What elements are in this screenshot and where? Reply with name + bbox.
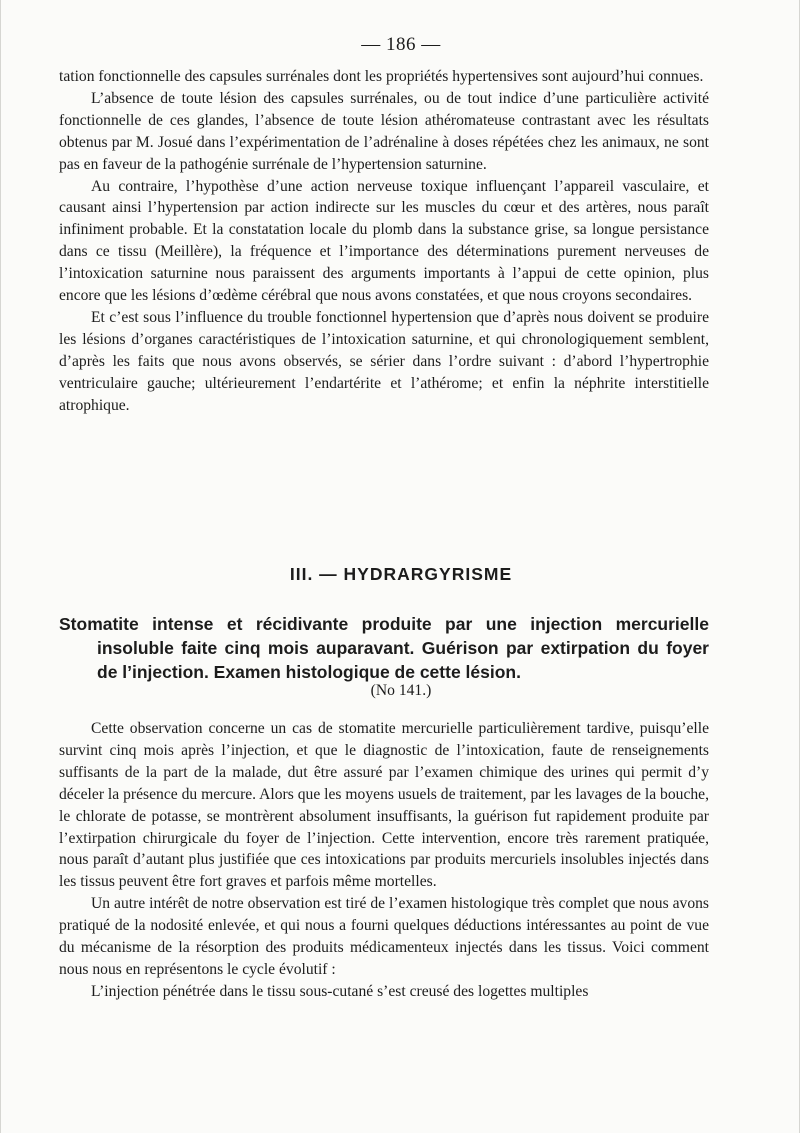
page-number: — 186 — bbox=[361, 34, 441, 55]
section-heading: III. — HYDRARGYRISME bbox=[289, 564, 513, 584]
observation-title: Stomatite intense et récidivante produite par une injection mercurielle insoluble faite cinq mois auparavant. Guérison par extirpation du foyer de l’injection. Examen histologique de cette lésion. bbox=[59, 614, 709, 682]
observation-number: (No 141.) bbox=[370, 682, 432, 699]
top-text-block bbox=[59, 66, 709, 417]
paragraph: Un autre intérêt de notre observation est tiré de l’examen histologique très complet que nous avons pratiqué de la nodosité enlevée, et qui nous a fourni quelques déductions intéressantes au point de vue du mécanisme de la résorption des produits médicamenteux injectés dans les tissus. Voici comment nous nous en représentons le cycle évolutif : bbox=[59, 895, 709, 978]
paragraph: tation fonctionnelle des capsules surrénales dont les propriétés hypertensives sont aujourd’hui connues. bbox=[59, 68, 704, 85]
paragraph: L’absence de toute lésion des capsules surrénales, ou de tout indice d’une particulière activité fonctionnelle de ces glandes, l’absence de toute lésion athéromateuse contrastant avec les résultats obtenus par M. Josué dans l’expérimentation de l’adrénaline à doses répétées chez les animaux, ne sont pas en faveur de la pathogénie surrénale de l’hypertension saturnine. bbox=[59, 89, 709, 173]
paragraph: Au contraire, l’hypothèse d’une action nerveuse toxique influençant l’appareil vasculaire, et causant ainsi l’hypertension par action indirecte sur les muscles du cœur et des artères, nous paraît infiniment probable. Et la constatation locale du plomb dans la substance grise, sa longue persistance dans ce tissu (Meillère), la fréquence et l’importance des déterminations purement nerveuses de l’intoxication saturnine nous paraissent des arguments importants à l’appui de cette opinion, plus encore que les lésions d’œdème cérébral que nous avons constatées, et que nous croyons secondaires. bbox=[59, 177, 709, 305]
bottom-text-block bbox=[59, 718, 709, 1003]
paragraph: Cette observation concerne un cas de stomatite mercurielle particulièrement tardive, puisqu’elle survint cinq mois après l’injection, et que le diagnostic de l’intoxication, faute de renseignements suffisants de la part de la malade, dut être assuré par l’examen chimique des urines qui permit d’y déceler la présence du mercure. Alors que les moyens usuels de traitement, par les lavages de la bouche, le chlorate de potasse, se montrèrent absolument insuffisants, la guérison fut rapidement produite par l’extirpation chirurgicale du foyer de l’injection. Cette intervention, encore très rarement pratiquée, nous paraît d’autant plus justifiée que ces intoxications par produits mercuriels insolubles injectés dans les tissus peuvent être fort graves et parfois même mortelles. bbox=[59, 720, 709, 891]
paragraph: Et c’est sous l’influence du trouble fonctionnel hypertension que d’après nous doivent se produire les lésions d’organes caractéristiques de l’intoxication saturnine, et qui chronologiquement semblent, d’après les faits que nous avons observés, se sérier dans l’ordre suivant : d’abord l’hypertrophie ventriculaire gauche; ultérieurement l’endartérite et l’athérome; et enfin la néphrite interstitielle atrophique. bbox=[59, 308, 709, 414]
paragraph: L’injection pénétrée dans le tissu sous-cutané s’est creusé des logettes multiples bbox=[91, 982, 589, 1000]
